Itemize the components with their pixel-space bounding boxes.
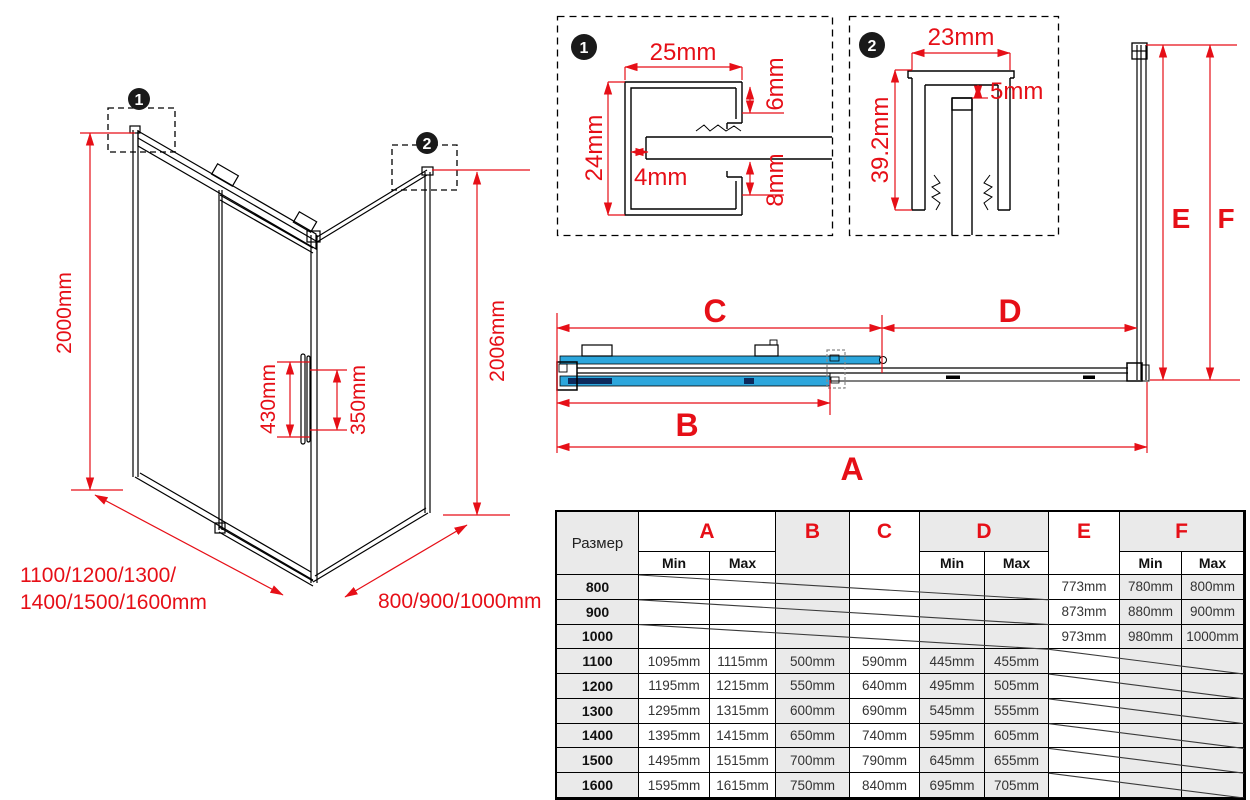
table-cell: 1400: [557, 724, 639, 749]
table-cell: 900: [557, 600, 639, 625]
table-cell: 705mm: [985, 773, 1049, 798]
isometric-view: [15, 85, 550, 625]
table-cell: 695mm: [920, 773, 985, 798]
table-cell: [850, 625, 920, 650]
table-cell: 1515mm: [710, 748, 776, 773]
table-cell: 740mm: [850, 724, 920, 749]
table-cell: [920, 600, 985, 625]
dim-39mm: 39.2mm: [867, 96, 894, 184]
header-d-max: Max: [985, 552, 1049, 575]
table-cell: [1120, 699, 1182, 724]
track-and-profiles-plan: [557, 43, 1149, 390]
plan-dim-c: C: [703, 293, 727, 329]
header-f-max: Max: [1182, 552, 1244, 575]
badge-detail1-number: 1: [579, 40, 589, 57]
dim-6mm: 6mm: [762, 57, 789, 111]
table-cell: [1120, 674, 1182, 699]
dim-handle-350: 350mm: [347, 364, 370, 436]
table-cell: 900mm: [1182, 600, 1244, 625]
table-cell: [639, 575, 710, 600]
table-cell: 1115mm: [710, 649, 776, 674]
table-cell: 650mm: [776, 724, 850, 749]
dim-5mm: 5mm: [990, 78, 1044, 105]
table-cell: 545mm: [920, 699, 985, 724]
header-col-c: C: [850, 512, 920, 575]
table-cell: [776, 575, 850, 600]
table-cell: 800mm: [1182, 575, 1244, 600]
badge-detail2-number: 2: [867, 38, 877, 55]
table-cell: 655mm: [985, 748, 1049, 773]
table-cell: [920, 625, 985, 650]
dim-8mm: 8mm: [762, 153, 789, 207]
table-cell: [1182, 649, 1244, 674]
table-cell: [1182, 773, 1244, 798]
table-cell: 605mm: [985, 724, 1049, 749]
elev-dim-f: F: [1217, 203, 1235, 234]
table-cell: 1600: [557, 773, 639, 798]
table-cell: 980mm: [1120, 625, 1182, 650]
table-cell: [850, 575, 920, 600]
table-cell: 455mm: [985, 649, 1049, 674]
table-cell: 600mm: [776, 699, 850, 724]
plan-dim-b: B: [675, 407, 699, 443]
table-cell: [776, 625, 850, 650]
badge-1-number: 1: [134, 92, 144, 109]
table-cell: 973mm: [1049, 625, 1120, 650]
table-cell: 773mm: [1049, 575, 1120, 600]
table-cell: [850, 600, 920, 625]
table-cell: [1049, 674, 1120, 699]
header-f-min: Min: [1120, 552, 1182, 575]
table-cell: 500mm: [776, 649, 850, 674]
table-cell: [639, 600, 710, 625]
table-cell: 1500: [557, 748, 639, 773]
table-cell: [710, 625, 776, 650]
table-cell: 1300: [557, 699, 639, 724]
table-cell: 1615mm: [710, 773, 776, 798]
dim-23mm: 23mm: [927, 24, 995, 51]
header-size: Размер: [557, 512, 639, 575]
plan-view: [548, 28, 1250, 498]
elev-dim-e: E: [1171, 203, 1191, 234]
table-cell: 1000: [557, 625, 639, 650]
table-cell: 780mm: [1120, 575, 1182, 600]
table-cell: [1120, 748, 1182, 773]
table-cell: [710, 600, 776, 625]
table-cell: 880mm: [1120, 600, 1182, 625]
table-cell: 1200: [557, 674, 639, 699]
table-cell: [920, 575, 985, 600]
dim-widths-line1: 1100/1200/1300/: [20, 564, 177, 587]
table-cell: 840mm: [850, 773, 920, 798]
dim-24mm: 24mm: [581, 114, 608, 182]
table-cell: 445mm: [920, 649, 985, 674]
table-cell: 495mm: [920, 674, 985, 699]
table-cell: 505mm: [985, 674, 1049, 699]
table-cell: [1049, 724, 1120, 749]
size-table-grid: [557, 512, 1244, 798]
table-cell: 555mm: [985, 699, 1049, 724]
plan-dim-a: A: [840, 451, 864, 487]
table-cell: 1495mm: [639, 748, 710, 773]
table-cell: [985, 600, 1049, 625]
table-cell: [639, 625, 710, 650]
table-cell: 1195mm: [639, 674, 710, 699]
dim-height-2000: 2000mm: [53, 272, 76, 354]
dim-widths-line2: 1400/1500/1600mm: [20, 591, 207, 614]
header-a-max: Max: [710, 552, 776, 575]
table-cell: [776, 600, 850, 625]
table-cell: [1182, 748, 1244, 773]
table-cell: [1049, 699, 1120, 724]
table-cell: 1315mm: [710, 699, 776, 724]
table-cell: 700mm: [776, 748, 850, 773]
table-cell: [1049, 773, 1120, 798]
table-cell: 790mm: [850, 748, 920, 773]
table-cell: 550mm: [776, 674, 850, 699]
table-cell: 750mm: [776, 773, 850, 798]
table-cell: 1395mm: [639, 724, 710, 749]
table-cell: [1120, 649, 1182, 674]
table-cell: 1100: [557, 649, 639, 674]
table-cell: 873mm: [1049, 600, 1120, 625]
header-col-f: F: [1120, 512, 1244, 552]
table-cell: [1120, 773, 1182, 798]
header-a-min: Min: [639, 552, 710, 575]
table-cell: [1182, 699, 1244, 724]
table-cell: [710, 575, 776, 600]
table-cell: 590mm: [850, 649, 920, 674]
header-col-d: D: [920, 512, 1049, 552]
table-cell: 1000mm: [1182, 625, 1244, 650]
table-cell: [1120, 724, 1182, 749]
enclosure-frame-lines: [130, 126, 433, 586]
detail-callout-1: [108, 88, 175, 152]
header-col-a: A: [639, 512, 776, 552]
dim-4mm: 4mm: [634, 164, 688, 191]
table-cell: [1182, 724, 1244, 749]
table-cell: [985, 625, 1049, 650]
header-col-e: E: [1049, 512, 1120, 575]
table-cell: 1595mm: [639, 773, 710, 798]
table-cell: 595mm: [920, 724, 985, 749]
table-cell: [1182, 674, 1244, 699]
header-col-b: B: [776, 512, 850, 575]
dim-handle-430: 430mm: [257, 363, 280, 435]
table-cell: [985, 575, 1049, 600]
dim-25mm: 25mm: [649, 39, 717, 66]
size-table: [555, 510, 1246, 800]
table-cell: 690mm: [850, 699, 920, 724]
table-cell: 800: [557, 575, 639, 600]
table-cell: 1215mm: [710, 674, 776, 699]
table-cell: [1049, 748, 1120, 773]
table-cell: 1095mm: [639, 649, 710, 674]
table-cell: 645mm: [920, 748, 985, 773]
table-cell: 1415mm: [710, 724, 776, 749]
dim-height-2006: 2006mm: [486, 300, 509, 382]
badge-2-number: 2: [422, 136, 432, 153]
table-cell: [1049, 649, 1120, 674]
table-cell: 1295mm: [639, 699, 710, 724]
plan-dim-d: D: [998, 293, 1022, 329]
table-cell: 640mm: [850, 674, 920, 699]
dim-depths: 800/900/1000mm: [378, 590, 542, 613]
header-d-min: Min: [920, 552, 985, 575]
